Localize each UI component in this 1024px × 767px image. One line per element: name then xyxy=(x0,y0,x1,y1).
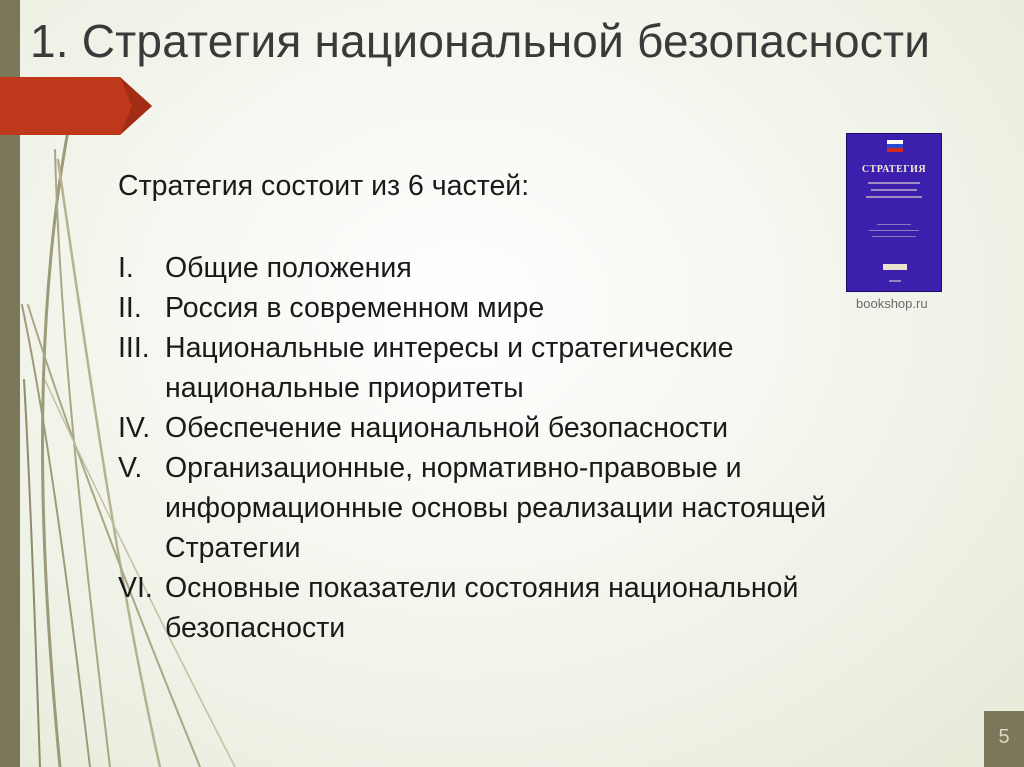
item-text: Россия в современном мире xyxy=(165,292,545,324)
book-footer-line xyxy=(889,280,901,282)
item-text: Организационные, нормативно-правовые и информационные основы реализации настоящей Стратегии xyxy=(165,452,827,564)
item-numeral: V. xyxy=(118,452,143,484)
item-numeral: III. xyxy=(118,332,150,364)
list-item xyxy=(118,328,838,408)
item-text: Общие положения xyxy=(165,252,412,284)
item-text: Национальные интересы и стратегические национальные приоритеты xyxy=(165,332,734,404)
list-item xyxy=(118,288,838,328)
book-fine-print xyxy=(865,224,923,242)
red-arrow-tab xyxy=(0,77,152,135)
book-cover-image xyxy=(846,133,942,292)
item-text: Основные показатели состояния национальной безопасности xyxy=(165,572,799,644)
item-numeral: II. xyxy=(118,292,142,324)
parts-list xyxy=(118,248,838,648)
image-credit: bookshop.ru xyxy=(856,296,928,311)
item-text: Обеспечение национальной безопасности xyxy=(165,412,729,444)
russian-flag-icon xyxy=(887,140,903,152)
slide-content xyxy=(118,166,838,648)
page-number: 5 xyxy=(984,711,1024,767)
list-item xyxy=(118,448,838,568)
list-item xyxy=(118,408,838,448)
publisher-logo-icon xyxy=(883,264,907,270)
intro-text: Стратегия состоит из 6 частей: xyxy=(118,170,530,202)
slide-title: 1. Стратегия национальной безопасности xyxy=(30,15,931,67)
list-item xyxy=(118,568,838,648)
book-title: СТРАТЕГИЯ xyxy=(861,164,927,175)
book-subtitle-lines xyxy=(857,182,931,203)
item-numeral: I. xyxy=(118,252,134,284)
item-numeral: VI. xyxy=(118,572,153,604)
list-item xyxy=(118,248,838,288)
item-numeral: IV. xyxy=(118,412,151,444)
